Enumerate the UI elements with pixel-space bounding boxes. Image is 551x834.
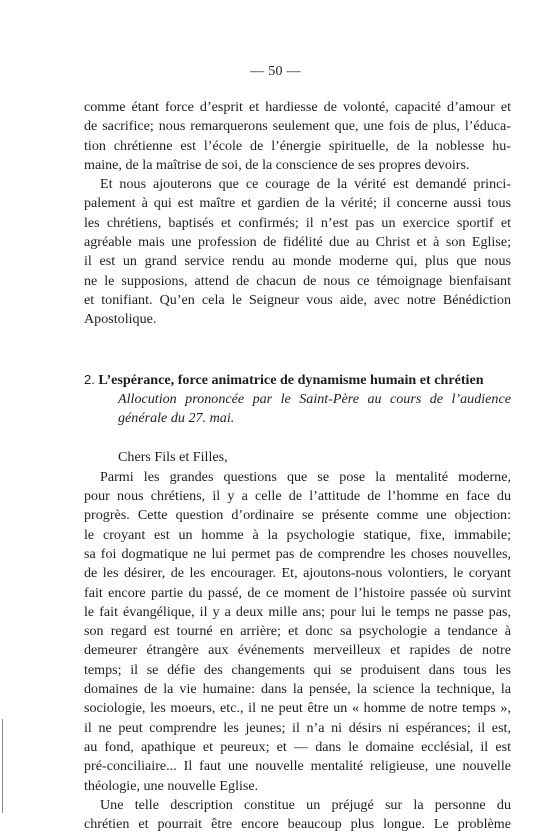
salutation: Chers Fils et Filles, [118,449,228,466]
text-line: au fond, apathique et peureux; et — dans le domaine ecclésial, il est [84,738,511,755]
text-line: le fait évangélique, il y a deux mille ans; pour lui le temps ne passe pas, [84,603,511,620]
section-title: L’espérance, force animatrice de dynamisme humain et chrétien [98,371,484,388]
text-line: les chrétiens, baptisés et confirmés; il n’est pas un exercice sportif et [84,214,511,231]
text-line: pour nous chrétiens, il y a celle de l’attitude de l’homme en face du [84,488,511,505]
section-number: 2. [84,371,95,387]
scan-edge-line [2,719,3,813]
text-line: domaines de la vie humaine: dans la pensée, la science la technique, la [84,681,511,698]
text-line: agréable mais une profession de fidélité due au Christ et à son Eglise; [84,234,511,251]
text-line: demeurer étrangère aux événements merveilleux et rapides de notre [84,642,511,659]
text-line: comme étant force d’esprit et hardiesse de volonté, capacité d’amour et [84,99,511,115]
text-line: Une telle description constitue un préjugé sur la personne du [100,796,511,813]
page-body [84,98,511,834]
text-line: il ne peut comprendre les jeunes; il n’a ni désirs ni espérances; il est, [84,719,511,736]
text-line: Parmi les grandes questions que se pose la mentalité moderne, [100,468,511,485]
text-line: progrès. Cette question d’ordinaire se présente comme une objection: [84,507,511,524]
section-heading [84,370,511,390]
text-line: il est un grand service rendu au monde moderne qui, plus que nous [84,253,511,270]
text-line: ne le supposions, attend de chacun de nous ce témoignage bienfaisant [84,272,511,289]
text-line: sociologie, les moeurs, etc., il ne peut être un « homme de notre temps », [84,700,511,717]
section-subtitle-line: générale du 27. mai. [118,410,235,427]
text-line: temps; il se défie des changements qui se produisent dans tous les [84,661,511,678]
page-number: — 50 — [250,64,301,79]
text-line: chrétien et pourrait être encore beaucoup plus longue. Le problème [84,816,511,833]
text-line: théologie, une nouvelle Eglise. [84,777,259,794]
text-line: pré-conciliaire... Il faut une nouvelle mentalité religieuse, une nouvelle [84,758,511,775]
section-subtitle-line: Allocution prononcée par le Saint-Père au cours de l’audience [118,390,511,407]
text-line: sa foi dogmatique ne lui permet pas de comprendre les choses nouvelles, [84,545,511,562]
text-line: maine, de la maîtrise de soi, de la conscience de ses propres devoirs. [84,156,470,173]
text-line: et tonifiant. Qu’en cela le Seigneur vous aide, avec notre Bénédiction [84,291,511,308]
text-line: Et nous ajouterons que ce courage de la vérité est demandé princi- [100,176,511,193]
text-line: son regard est tourné en arrière; et donc sa psychologie a tendance à [84,623,511,640]
text-line: palement à qui est maître et gardien de la vérité; il concerne aussi tous [84,195,511,212]
text-line: fait encore partie du passé, de ce moment de l’histoire passée où survint [84,584,511,601]
text-line: de sacrifice; nous remarquerons seulement que, une fois de plus, l’éduca- [84,118,511,135]
text-line: de les désirer, de les encourager. Et, ajoutons-nous volontiers, le coryant [84,565,511,582]
text-line: tion chrétienne est l’école de l’énergie spirituelle, de la noblesse hu- [84,137,511,154]
text-line: le croyant est un homme à la psychologie statique, fixe, immabile; [84,526,511,543]
text-line: Apostolique. [84,311,157,328]
